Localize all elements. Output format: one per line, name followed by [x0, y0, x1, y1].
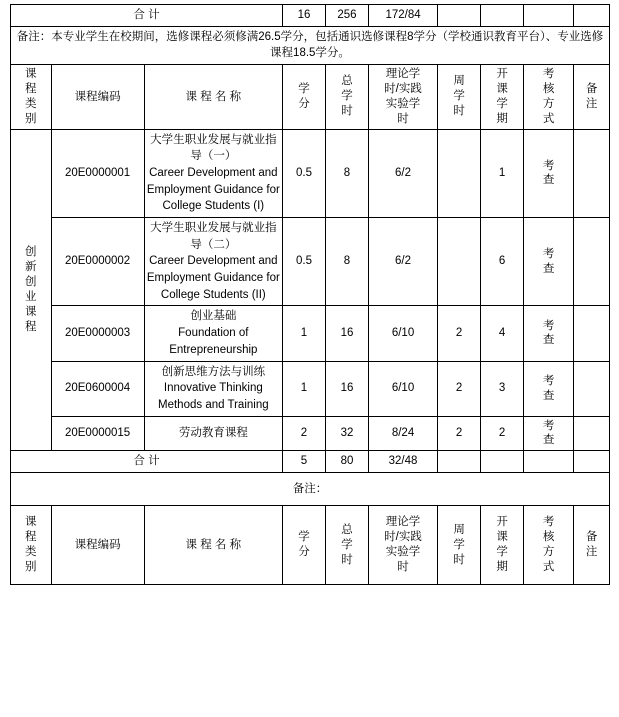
course-name-cn: 劳动教育课程: [178, 427, 248, 440]
course-code: 20E0000002: [51, 218, 144, 306]
header2-theory-practice: 理论学时/实践实验学时: [368, 506, 437, 585]
table-row: [11, 306, 610, 361]
course-name-en: Career Development and Employment Guidance for College Students (I): [146, 167, 280, 213]
header2-term: 开课学期: [481, 506, 524, 585]
course-name-cn: 大学生职业发展与就业指导（二）: [150, 222, 277, 251]
note-top: 备注：本专业学生在校期间，选修课程必须修满26.5学分，包括通识选修课程8学分（学校通识教育平台）、专业选修课程18.5学分。: [11, 26, 610, 64]
note-bottom: 备注：: [11, 473, 610, 506]
table-row: [11, 361, 610, 416]
course-remark: [574, 218, 610, 306]
course-code: 20E0600004: [51, 361, 144, 416]
header-assessment: 考核方式: [524, 65, 574, 130]
total-term: [481, 451, 524, 473]
total-credit: 5: [283, 451, 326, 473]
course-credit: 0.5: [283, 218, 326, 306]
course-term: 4: [481, 306, 524, 361]
course-credit: 2: [283, 416, 326, 451]
course-term: 2: [481, 416, 524, 451]
header-credit: 学分: [283, 65, 326, 130]
header-code: 课程编码: [51, 65, 144, 130]
category-cell: 创新创业课程: [11, 129, 52, 451]
table-row-note-bottom: [11, 473, 610, 506]
course-term: 6: [481, 218, 524, 306]
header-weekly-hours: 周学时: [438, 65, 481, 130]
summary-term: [481, 5, 524, 27]
table-row-total: [11, 451, 610, 473]
course-code: 20E0000003: [51, 306, 144, 361]
table-row-summary: [11, 5, 610, 27]
course-name-cn: 创新思维方法与训练: [161, 365, 266, 378]
course-remark: [574, 361, 610, 416]
course-term: 1: [481, 129, 524, 217]
summary-credits: 16: [283, 5, 326, 27]
summary-label: 合 计: [11, 5, 283, 27]
table-row-note-top: [11, 26, 610, 64]
total-remark: [574, 451, 610, 473]
course-theory-practice: 6/10: [368, 306, 437, 361]
header-term: 开课学期: [481, 65, 524, 130]
summary-weekly: [438, 5, 481, 27]
course-code: 20E0000001: [51, 129, 144, 217]
course-total-hours: 32: [325, 416, 368, 451]
course-term: 3: [481, 361, 524, 416]
course-total-hours: 8: [325, 129, 368, 217]
course-weekly-hours: 2: [438, 361, 481, 416]
course-code: 20E0000015: [51, 416, 144, 451]
course-name-en: Career Development and Employment Guidance for College Students (II): [146, 255, 280, 301]
course-remark: [574, 306, 610, 361]
course-theory-practice: 6/2: [368, 218, 437, 306]
course-assessment: 考查: [524, 416, 574, 451]
course-name-en: Foundation of Entrepreneurship: [169, 327, 258, 356]
course-name-cn: 创业基础: [190, 310, 237, 323]
summary-hours: 256: [325, 5, 368, 27]
course-remark: [574, 416, 610, 451]
course-name: [144, 416, 282, 451]
course-assessment: 考查: [524, 218, 574, 306]
table-row: [11, 218, 610, 306]
header-name: 课 程 名 称: [144, 65, 282, 130]
table-row: [11, 416, 610, 451]
course-name-en: Innovative Thinking Methods and Training: [158, 382, 269, 411]
course-name: [144, 306, 282, 361]
header2-category: 课程类别: [11, 506, 52, 585]
summary-theory-practice: 172/84: [368, 5, 437, 27]
table-row: [11, 129, 610, 217]
summary-remark: [574, 5, 610, 27]
total-assessment: [524, 451, 574, 473]
curriculum-table: [10, 4, 610, 585]
course-total-hours: 16: [325, 306, 368, 361]
course-weekly-hours: [438, 218, 481, 306]
header2-assessment: 考核方式: [524, 506, 574, 585]
table-header-row: [11, 65, 610, 130]
header2-weekly-hours: 周学时: [438, 506, 481, 585]
course-remark: [574, 129, 610, 217]
course-weekly-hours: [438, 129, 481, 217]
course-theory-practice: 6/2: [368, 129, 437, 217]
course-theory-practice: 6/10: [368, 361, 437, 416]
header-remark: 备注: [574, 65, 610, 130]
course-total-hours: 8: [325, 218, 368, 306]
header-category: 课程类别: [11, 65, 52, 130]
header-total-hours: 总学时: [325, 65, 368, 130]
header2-code: 课程编码: [51, 506, 144, 585]
header2-credit: 学分: [283, 506, 326, 585]
table-header-row-2: [11, 506, 610, 585]
course-name: [144, 218, 282, 306]
course-weekly-hours: 2: [438, 416, 481, 451]
total-theory-practice: 32/48: [368, 451, 437, 473]
header2-name: 课 程 名 称: [144, 506, 282, 585]
summary-assessment: [524, 5, 574, 27]
total-weekly-hours: [438, 451, 481, 473]
header-theory-practice: 理论学时/实践实验学时: [368, 65, 437, 130]
course-name: [144, 129, 282, 217]
course-credit: 1: [283, 306, 326, 361]
course-credit: 1: [283, 361, 326, 416]
course-name-cn: 大学生职业发展与就业指导（一）: [150, 133, 277, 163]
course-assessment: 考查: [524, 306, 574, 361]
course-credit: 0.5: [283, 129, 326, 217]
course-assessment: 考查: [524, 129, 574, 217]
total-label: 合 计: [11, 451, 283, 473]
course-assessment: 考查: [524, 361, 574, 416]
course-total-hours: 16: [325, 361, 368, 416]
header2-total-hours: 总学时: [325, 506, 368, 585]
header2-remark: 备注: [574, 506, 610, 585]
course-name: [144, 361, 282, 416]
total-hours: 80: [325, 451, 368, 473]
course-theory-practice: 8/24: [368, 416, 437, 451]
course-weekly-hours: 2: [438, 306, 481, 361]
